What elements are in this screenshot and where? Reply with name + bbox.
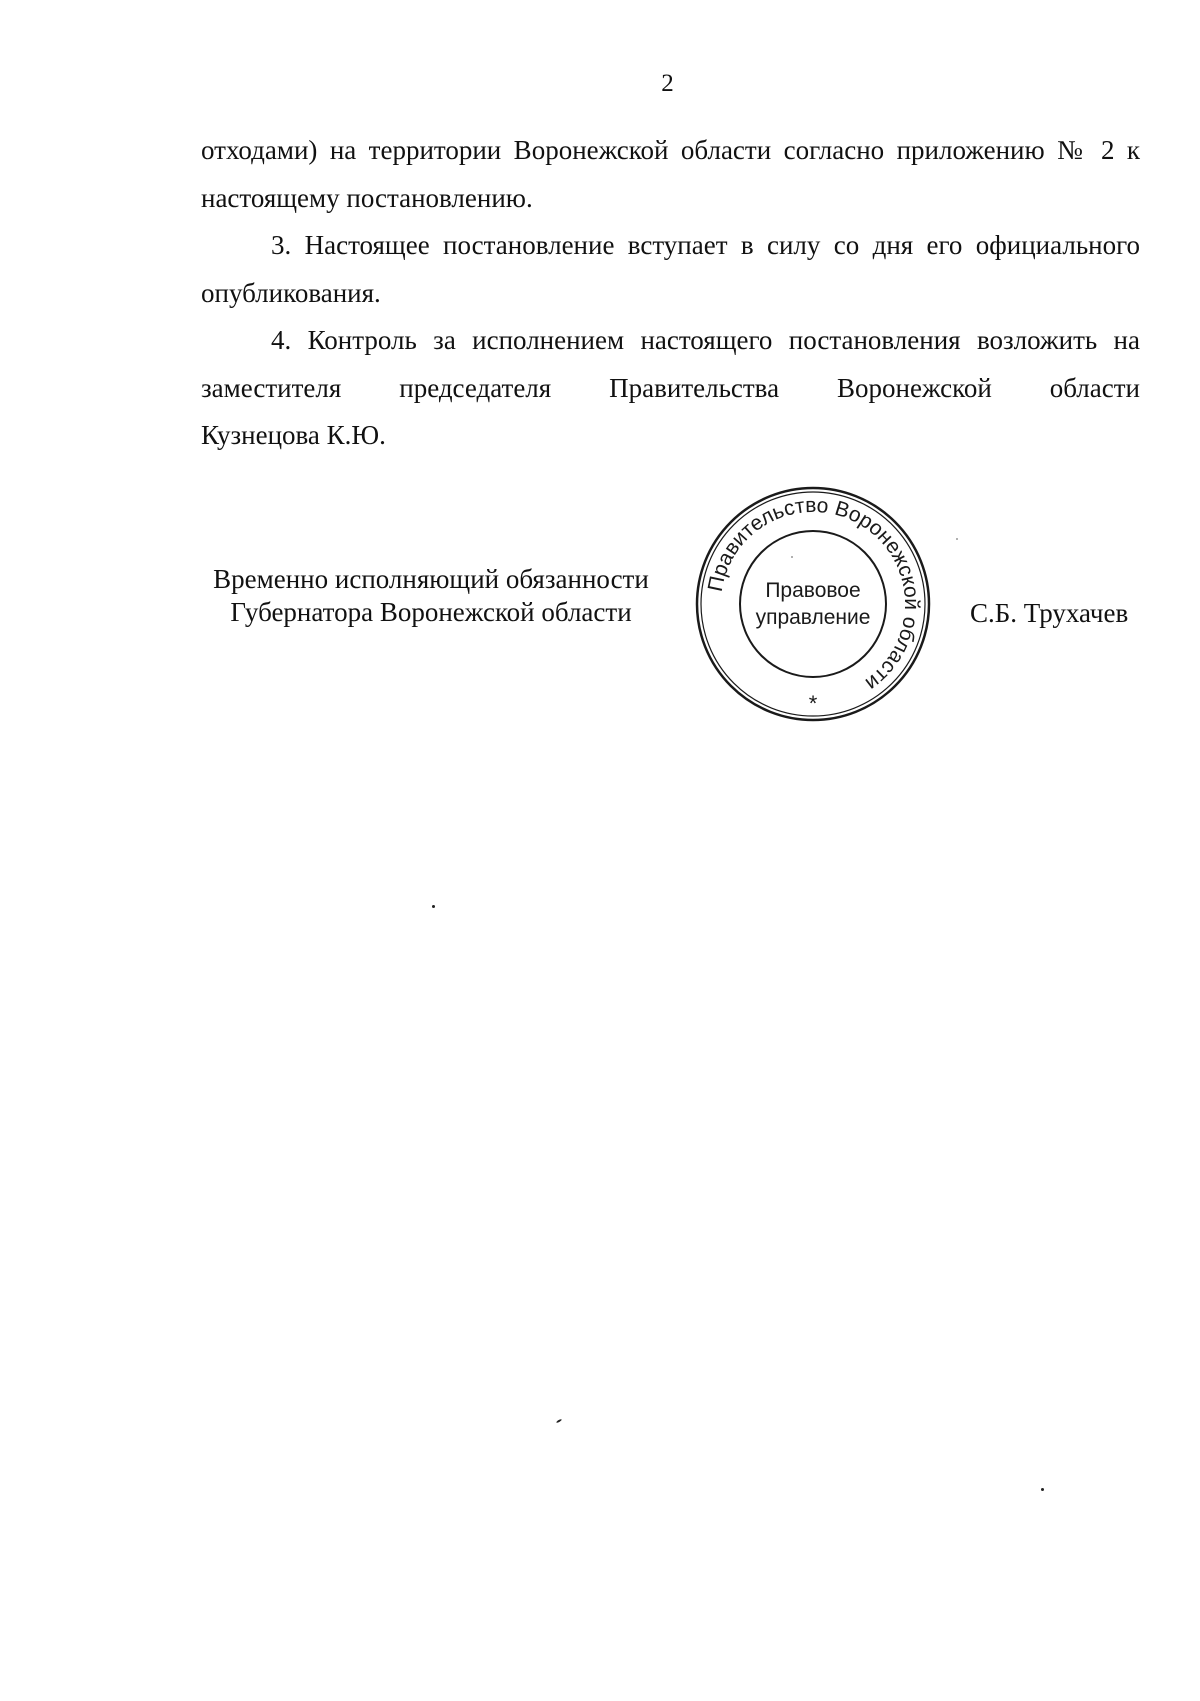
seal-inner-ring [740, 531, 886, 677]
page-number: 2 [661, 70, 674, 97]
paragraph-line: заместителя председателя Правительства Воронежской области [201, 372, 1140, 403]
signatory-position [201, 563, 661, 629]
seal-outer-ring-inner [701, 492, 925, 716]
scan-speck [791, 556, 793, 558]
official-seal [693, 484, 933, 724]
seal-graphic [693, 484, 933, 724]
paragraph-control [201, 317, 1140, 460]
paragraph-line: 3. Настоящее постановление вступает в силу со дня его официального [271, 230, 1140, 260]
scan-speck [556, 1419, 562, 1424]
signatory-position-line: Губернатора Воронежской области [230, 597, 632, 627]
scan-speck [956, 538, 958, 540]
seal-center-line: управление [755, 606, 871, 629]
paragraph-effective-date [201, 222, 1140, 317]
seal-star-icon: * [808, 691, 818, 716]
paragraph-line: настоящему постановлению. [201, 182, 533, 213]
seal-outer-ring [697, 488, 929, 720]
signatory-name: С.Б. Трухачев [970, 598, 1129, 628]
document-body [201, 127, 1140, 460]
paragraph-line: отходами) на территории Воронежской области согласно приложению № 2 к [201, 135, 1140, 165]
seal-ring-text: Правительство Воронежской области [703, 493, 924, 696]
paragraph-continuation [201, 127, 1140, 222]
signatory-position-line: Временно исполняющий обязанности [213, 564, 649, 594]
paragraph-line: 4. Контроль за исполнением настоящего постановления возложить на [271, 325, 1140, 355]
scan-speck [1041, 1488, 1044, 1491]
seal-center-line: Правовое [765, 579, 861, 602]
paragraph-line: Кузнецова К.Ю. [201, 420, 386, 450]
scan-speck [432, 905, 435, 908]
paragraph-line: опубликования. [201, 277, 381, 308]
